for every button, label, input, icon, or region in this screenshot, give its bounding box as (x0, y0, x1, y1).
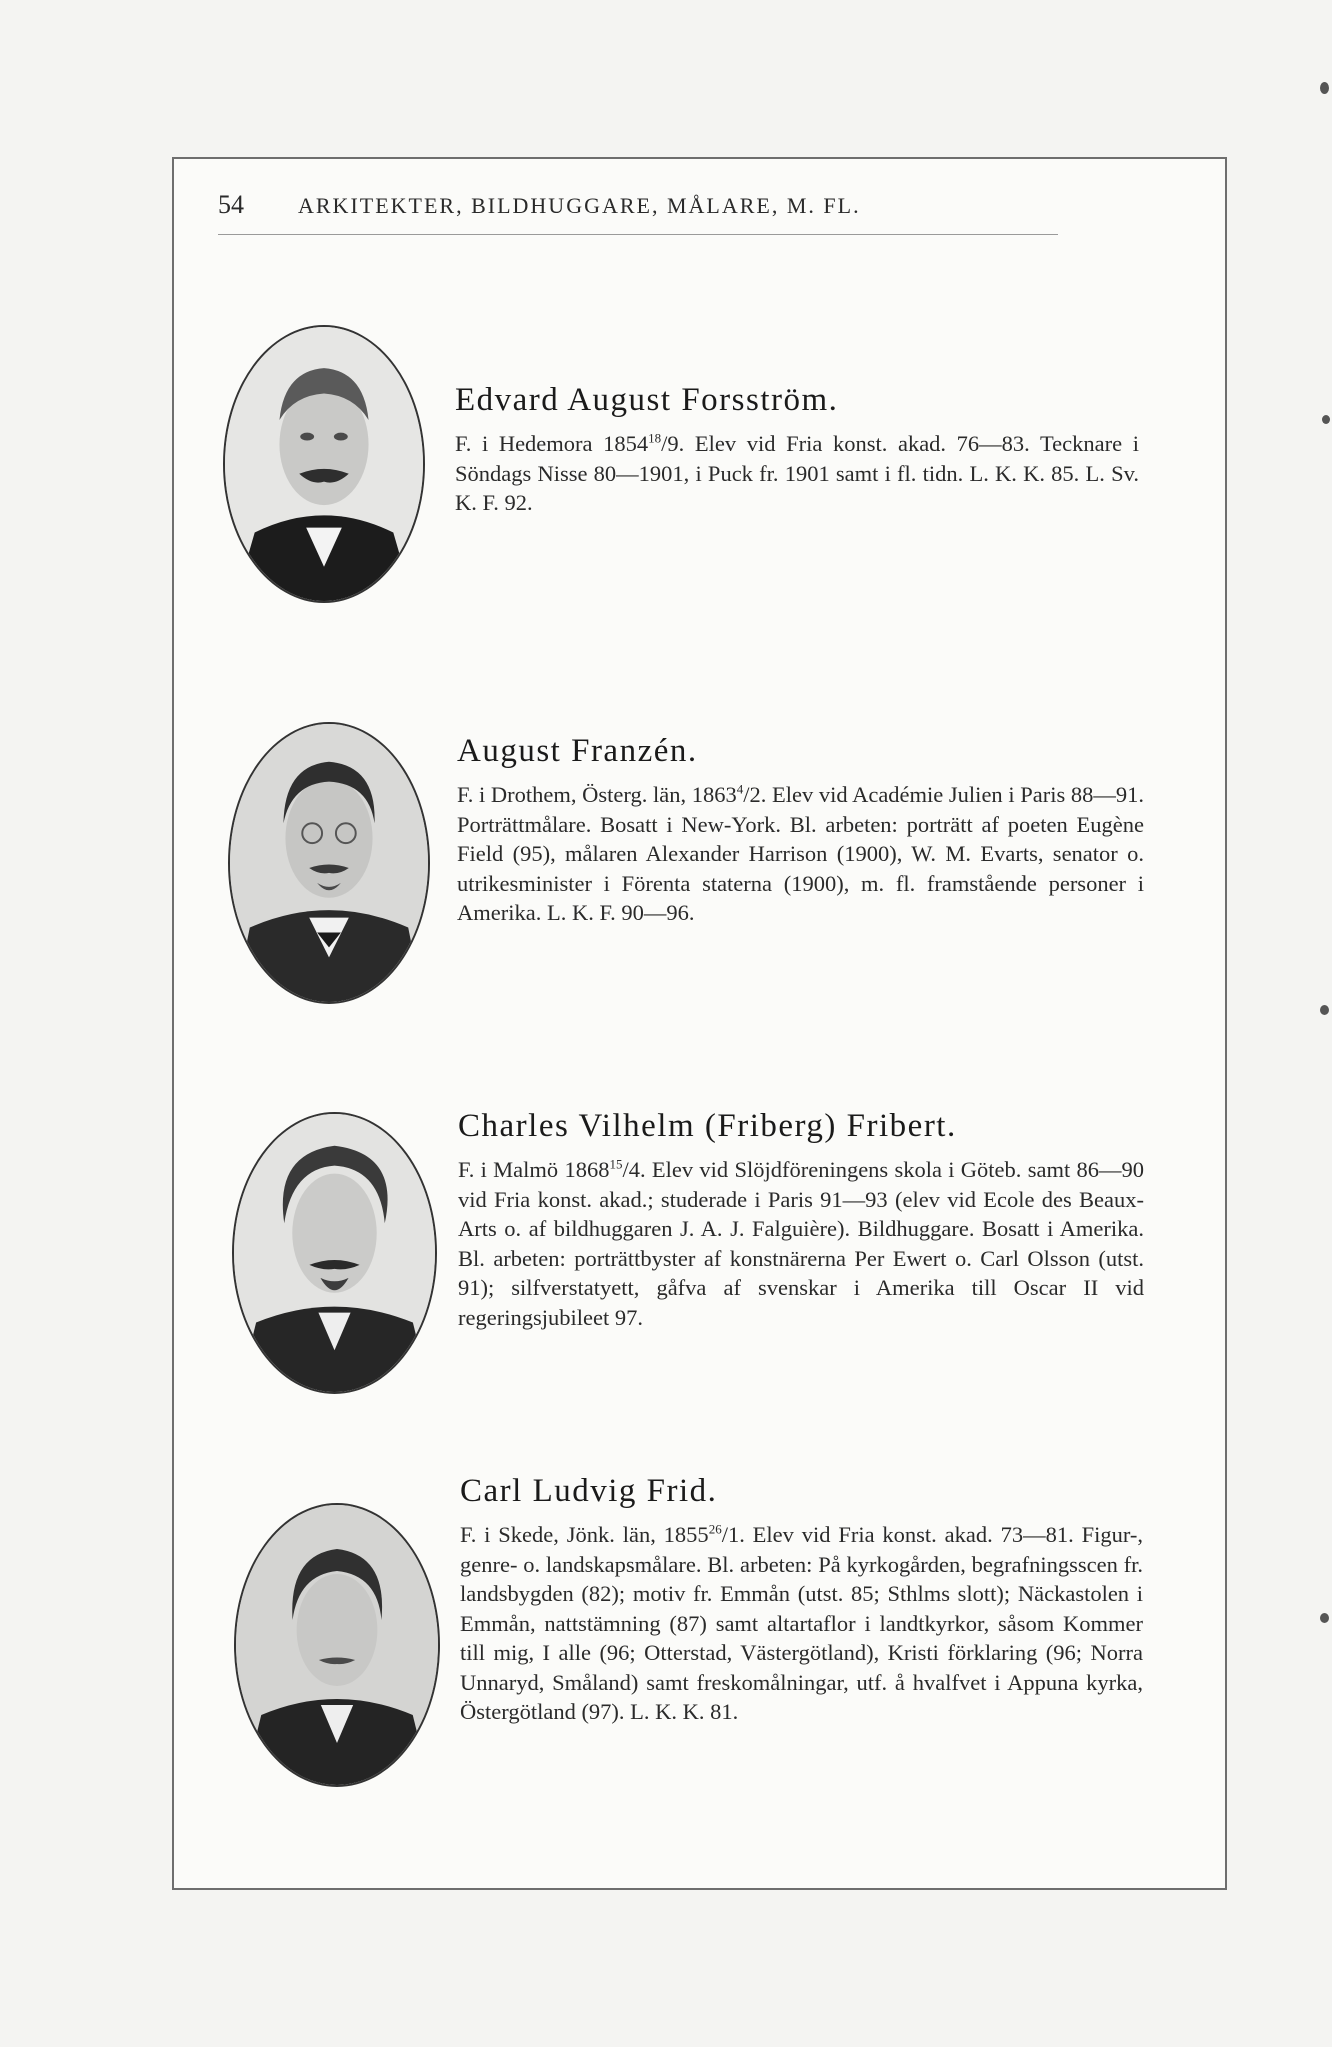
entry-bio: F. i Hedemora 1854$^{18}$/9. Elev vid Fria konst. akad. 76—83. Tecknare i Söndags Nisse 80—1901, i Puck fr. 1901 samt i fl. tidn. L. K. K. 85. L. Sv. K. F. 92. (455, 430, 1139, 515)
entry-bio: F. i Malmö 1868$^{15}$/4. Elev vid Slöjdföreningens skola i Göteb. samt 86—90 vid Fria konst. akad.; studerade i Paris 91—93 (elev vid Ecole des Beaux-Arts o. af bildhuggaren J. A. J. Falguière). Bildhuggare. Bosatt i Amerika. Bl. arbeten: porträttbyster af konstnärerna Per Ewert o. Carl Olsson (utst. 91); silfverstatyett, gåfva af svenskar i Amerika till Oscar II vid regeringsjubileet 97. (458, 1156, 1144, 1330)
scan-speck (1320, 1613, 1329, 1623)
portrait-photo (223, 325, 425, 603)
portrait-photo (232, 1112, 437, 1394)
page-header (218, 190, 1048, 220)
header-rule (218, 234, 1058, 235)
page-number: 54 (218, 190, 244, 219)
entry-name: Carl Ludvig Frid. (460, 1473, 718, 1509)
scan-speck (1320, 82, 1329, 94)
running-title: ARKITEKTER, BILDHUGGARE, MÅLARE, M. FL. (298, 193, 861, 218)
portrait-photo (228, 722, 430, 1004)
scan-speck (1322, 415, 1330, 424)
entry-bio: F. i Drothem, Österg. län, 1863$^4$/2. Elev vid Académie Julien i Paris 88—91. Porträttmålare. Bosatt i New-York. Bl. arbeten: porträtt af poeten Eugène Field (95), målaren Alexander Harrison (1900), W. M. Evarts, senator o. utrikesminister i Förenta staterna (1900), m. fl. framstående personer i Amerika. L. K. F. 90—96. (457, 781, 1145, 925)
entry-charles-fribert (458, 1108, 1144, 1332)
scan-speck (1320, 1005, 1329, 1015)
entry-name: Charles Vilhelm (Friberg) Fribert. (458, 1108, 957, 1144)
entry-edvard-forsstrom (455, 382, 1139, 518)
portrait-photo (234, 1503, 440, 1787)
entry-name: Edvard August Forsström. (455, 382, 839, 418)
entry-bio: F. i Skede, Jönk. län, 1855$^{26}$/1. Elev vid Fria konst. akad. 73—81. Figur-, genre- o. landskapsmålare. Bl. arbeten: På kyrkogården, begrafningsscen fr. landsbygden (82); motiv fr. Emmån (utst. 85; Sthlms slott); Näckastolen i Emmån, nattstämning (87) samt altartaflor i landtkyrkor, såsom Kommer till mig, I alle (96; Otterstad, Västergötland), Kristi förklaring (96; Norra Unnaryd, Småland) samt freskomålningar, utf. å hvalfvet i Appuna kyrka, Östergötland (97). L. K. K. 81. (460, 1521, 1143, 1724)
entry-name: August Franzén. (457, 733, 698, 769)
entry-carl-frid (460, 1473, 1143, 1727)
entry-august-franzen (457, 733, 1144, 928)
